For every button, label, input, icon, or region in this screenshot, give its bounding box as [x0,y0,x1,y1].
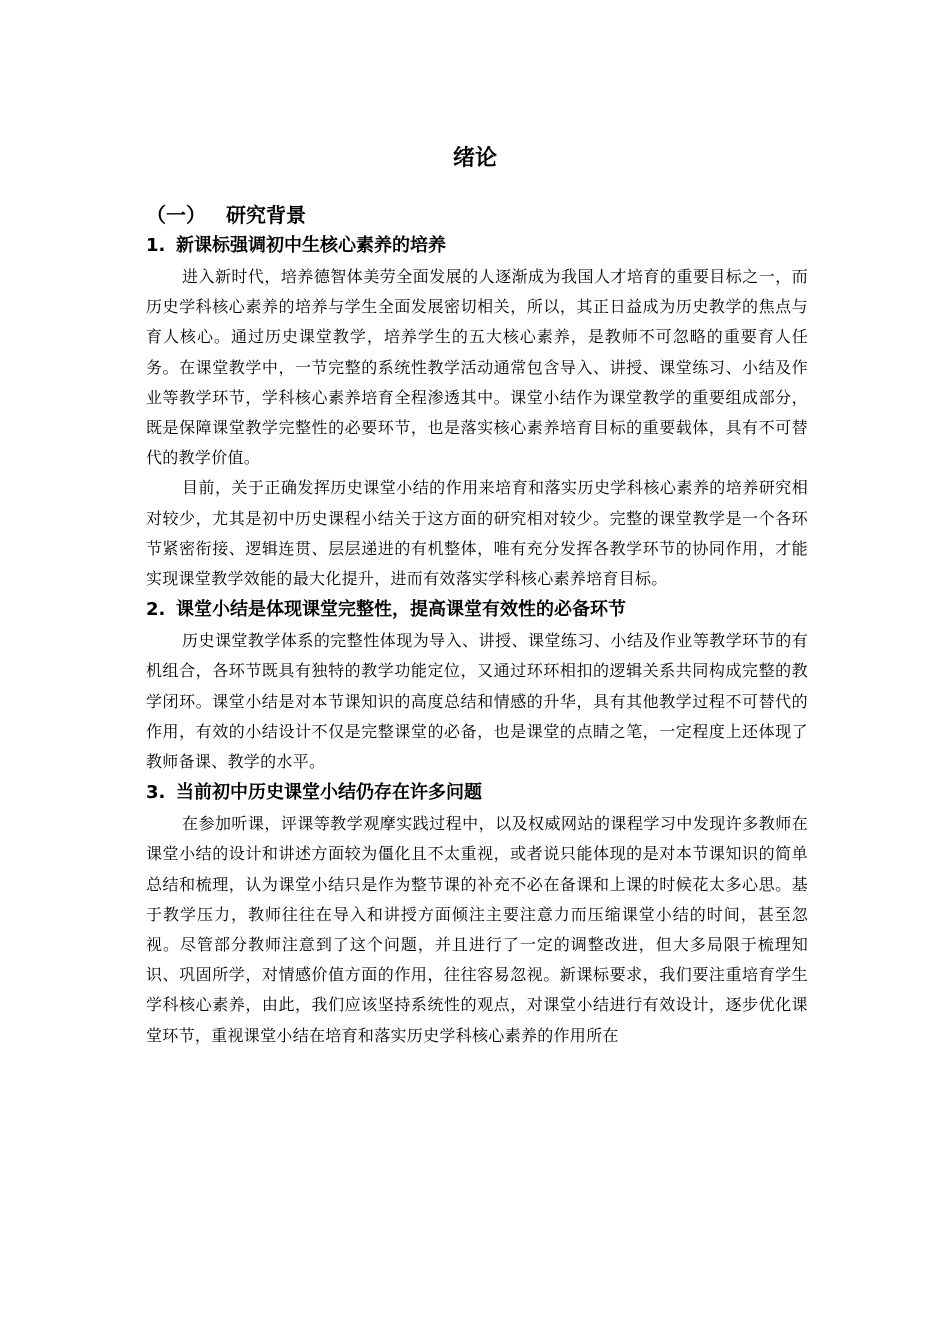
paragraph: 在参加听课，评课等教学观摩实践过程中，以及权威网站的课程学习中发现许多教师在课堂小结的设计和讲述方面较为僵化且不太重视，或者说只能体现的是对本节课知识的简单总结和梳理，认为课堂小结只是作为整节课的补充不必在备课和上课的时候花太多心思。基于教学压力，教师往往在导入和讲授方面倾注主要注意力而压缩课堂小结的时间，甚至忽视。尽管部分教师注意到了这个问题，并且进行了一定的调整改进，但大多局限于梳理知识、巩固所学，对情感价值方面的作用，往往容易忽视。新课标要求，我们要注重培育学生学科核心素养，由此，我们应该坚持系统性的观点，对课堂小结进行有效设计，逐步优化课堂环节，重视课堂小结在培育和落实历史学科核心素养的作用所在 [146,814,808,1045]
subsection-title: 新课标强调初中生核心素养的培养 [176,235,446,256]
subsection-number: 1. [146,235,166,256]
page-title: 绪论 [452,146,497,171]
subsection-title: 课堂小结是体现课堂完整性，提高课堂有效性的必备环节 [176,599,626,621]
section-title: 研究背景 [226,203,306,227]
subsection-heading-1 [146,230,808,262]
paragraph: 进入新时代，培养德智体美劳全面发展的人逐渐成为我国人才培育的重要目标之一，而历史学科核心素养的培养与学生全面发展密切相关，所以，其正日益成为历史教学的焦点与育人核心。通过历史课堂教学，培养学生的五大核心素养，是教师不可忽略的重要育人任务。在课堂教学中，一节完整的系统性教学活动通常包含导入、讲授、课堂练习、小结及作业等教学环节，学科核心素养培育全程渗透其中。课堂小结作为课堂教学的重要组成部分，既是保障课堂教学完整性的必要环节，也是落实核心素养培育目标的重要载体，具有不可替代的教学价值。 [146,267,808,468]
section-number: （一） [146,203,206,227]
subsection-heading-3 [146,777,808,809]
paragraph: 历史课堂教学体系的完整性体现为导入、讲授、课堂练习、小结及作业等教学环节的有机组合，各环节既具有独特的教学功能定位，又通过环环相扣的逻辑关系共同构成完整的教学闭环。课堂小结是对本节课知识的高度总结和情感的升华，具有其他教学过程不可替代的作用，有效的小结设计不仅是完整课堂的必备，也是课堂的点睛之笔，一定程度上还体现了教师备课、教学的水平。 [146,631,808,772]
document-body [146,230,808,1051]
subsection-number: 3. [146,782,166,804]
subsection-heading-2 [146,594,808,626]
section-heading [146,198,306,232]
subsection-number: 2. [146,599,166,621]
subsection-title: 当前初中历史课堂小结仍存在许多问题 [176,782,482,804]
paragraph: 目前，关于正确发挥历史课堂小结的作用来培育和落实历史学科核心素养的培养研究相对较少，尤其是初中历史课程小结关于这方面的研究相对较少。完整的课堂教学是一个各环节紧密衔接、逻辑连贯、层层递进的有机整体，唯有充分发挥各教学环节的协同作用，才能实现课堂教学效能的最大化提升，进而有效落实学科核心素养培育目标。 [146,478,808,589]
